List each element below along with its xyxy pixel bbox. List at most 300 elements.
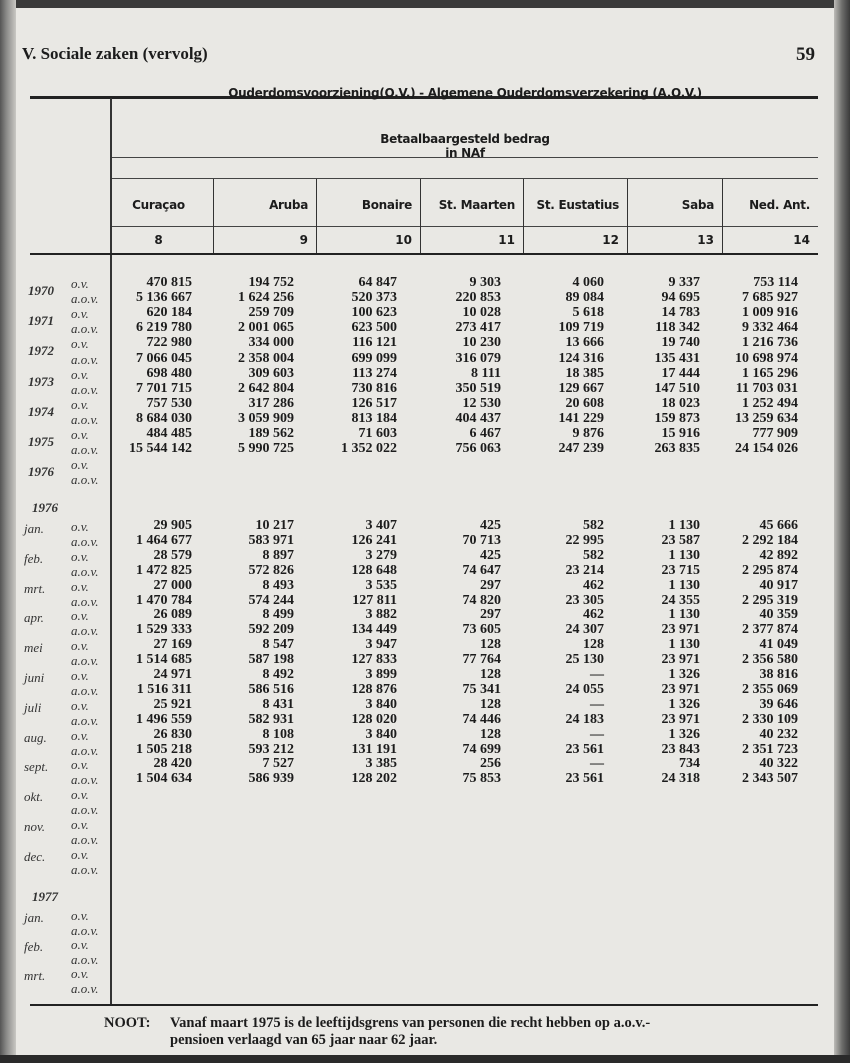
table-cell: 3 407	[365, 518, 397, 533]
column-number: 9	[299, 233, 308, 247]
table-cell: 19 740	[661, 335, 700, 351]
table-cell: 583 971	[248, 532, 294, 548]
table-cell: 25 130	[565, 652, 604, 668]
table-cell: 259 709	[248, 305, 294, 321]
page-number: 59	[796, 44, 815, 65]
row-month-label: nov.	[24, 819, 46, 834]
table-cell: 8 897	[262, 547, 294, 563]
row-type-label: a.o.v.	[71, 351, 99, 367]
table-cell: 586 516	[248, 681, 294, 697]
table-cell: 1 130	[668, 607, 700, 623]
table-cell: 20 608	[565, 395, 604, 411]
table-cell: 582	[583, 547, 604, 563]
column-header: Aruba	[269, 198, 308, 212]
table-cell: 13 666	[565, 335, 604, 351]
table-cell: 462	[583, 607, 604, 623]
table-cell: 70 713	[462, 532, 501, 548]
row-type-label: o.v.	[71, 306, 89, 322]
subtitle-line-2: in NAf	[445, 146, 485, 160]
table-cell: 5 618	[572, 305, 604, 321]
table-cell: 9 332 464	[742, 320, 798, 336]
row-year-label: 1976	[28, 464, 54, 480]
table-cell: 7 701 715	[136, 380, 192, 396]
note-line-2: pensioen verlaagd van 65 jaar naar 62 jaar.	[170, 1032, 438, 1048]
row-month-label: apr.	[24, 610, 44, 626]
table-cell: 2 330 109	[742, 711, 798, 727]
table-cell: 1 326	[668, 667, 700, 682]
table-cell: 470 815	[146, 275, 192, 290]
table-cell: 27 000	[153, 577, 192, 593]
table-cell: 404 437	[455, 410, 501, 426]
table-cell: 129 667	[558, 380, 604, 396]
row-type-label: a.o.v.	[71, 772, 99, 788]
table-cell: 10 028	[462, 305, 501, 321]
note-label: NOOT:	[104, 1015, 151, 1031]
table-cell: 317 286	[248, 395, 294, 411]
table-cell: 309 603	[248, 365, 294, 381]
table-cell: 9 303	[469, 275, 501, 290]
table-cell: 39 646	[759, 696, 798, 712]
table-cell: 3 279	[365, 547, 397, 563]
table-cell: 582	[583, 518, 604, 533]
table-cell: 587 198	[248, 652, 294, 668]
table-cell: —	[590, 667, 604, 682]
table-cell: 15 916	[661, 426, 700, 441]
table-cell: 7 685 927	[742, 290, 798, 306]
column-number: 10	[395, 233, 412, 247]
table-cell: 6 467	[469, 426, 501, 441]
table-cell: 141 229	[558, 410, 604, 426]
table-cell: 3 535	[365, 577, 397, 593]
column-number: 12	[602, 233, 619, 247]
scan-top-edge	[0, 0, 850, 8]
table-cell: 24 318	[661, 771, 700, 787]
table-cell: 1 470 784	[136, 592, 192, 608]
table-cell: 3 840	[365, 726, 397, 742]
table-cell: 7 066 045	[136, 350, 192, 366]
table-cell: 9 337	[668, 275, 700, 290]
row-type-label: a.o.v.	[71, 623, 99, 639]
table-cell: 586 939	[248, 771, 294, 787]
table-cell: 5 990 725	[238, 441, 294, 457]
table-cell: 23 305	[565, 592, 604, 608]
table-cell: 41 049	[759, 637, 798, 653]
table-cell: 3 385	[365, 756, 397, 772]
table-cell: 17 444	[661, 365, 700, 381]
table-cell: 73 605	[462, 622, 501, 638]
row-month-label: okt.	[24, 789, 44, 805]
table-cell: 1 326	[668, 726, 700, 742]
row-type-label: o.v.	[71, 427, 89, 442]
table-cell: 10 698 974	[735, 350, 798, 366]
row-year-label: 1974	[28, 403, 54, 419]
table-cell: 753 114	[753, 275, 798, 290]
row-month-label: mei	[24, 640, 43, 656]
section-title: V. Sociale zaken (vervolg)	[22, 44, 208, 63]
table-cell: 2 295 319	[742, 592, 798, 608]
table-cell: 734	[679, 756, 700, 772]
row-year-label: 1970	[28, 283, 54, 298]
table-cell: 40 359	[759, 607, 798, 623]
column-header: Curaçao	[132, 198, 185, 212]
table-cell: 135 431	[654, 350, 700, 366]
table-cell: 74 446	[462, 711, 501, 727]
table-cell: 25 921	[153, 696, 192, 712]
row-type-label: o.v.	[71, 937, 89, 953]
column-header: Bonaire	[361, 198, 412, 212]
table-cell: 273 417	[455, 320, 501, 336]
table-cell: 1 624 256	[238, 290, 294, 306]
table-cell: 12 530	[462, 395, 501, 411]
table-cell: 18 385	[565, 365, 604, 381]
row-month-label: mrt.	[24, 580, 46, 596]
table-cell: 2 377 874	[742, 622, 798, 638]
table-cell: 3 899	[365, 667, 397, 682]
table-cell: 1 472 825	[136, 562, 192, 578]
table-cell: 147 510	[654, 380, 700, 396]
table-cell: 2 351 723	[742, 741, 798, 757]
table-cell: 24 154 026	[735, 441, 798, 457]
table-cell: 572 826	[248, 562, 294, 578]
table-cell: 1 216 736	[742, 335, 798, 351]
table-cell: 23 843	[661, 741, 700, 757]
table-cell: 11 703 031	[735, 380, 798, 396]
book-binding-left	[0, 0, 16, 1063]
row-year-label: 1971	[28, 313, 54, 329]
row-type-label: o.v.	[71, 336, 89, 352]
table-cell: 2 295 874	[742, 562, 798, 578]
table-cell: 1 504 634	[136, 771, 192, 787]
table-cell: 623 500	[351, 320, 397, 336]
table-cell: 1 326	[668, 696, 700, 712]
table-cell: 350 519	[455, 380, 501, 396]
table-cell: 1 464 677	[136, 532, 192, 548]
table-cell: 64 847	[358, 275, 397, 290]
table-cell: 116 121	[352, 335, 397, 351]
table-cell: 128 648	[351, 562, 397, 578]
table-cell: 118 342	[655, 320, 700, 336]
table-cell: 757 530	[146, 395, 192, 411]
table-cell: 128	[480, 667, 501, 682]
column-number: 13	[697, 233, 714, 247]
table-cell: 2 001 065	[238, 320, 294, 336]
row-type-label: o.v.	[71, 548, 89, 564]
table-cell: 128	[480, 696, 501, 712]
row-type-label: a.o.v.	[71, 442, 99, 458]
row-type-label: a.o.v.	[71, 712, 99, 728]
table-cell: 38 816	[759, 667, 798, 682]
table-cell: 8 547	[262, 637, 294, 653]
row-type-label: o.v.	[71, 457, 89, 473]
table-cell: 1 165 296	[742, 365, 798, 381]
row-type-label: a.o.v.	[71, 472, 99, 488]
row-type-label: o.v.	[71, 668, 89, 683]
table-cell: 425	[480, 518, 501, 533]
table-cell: 1 130	[668, 577, 700, 593]
row-year-label: 1973	[28, 373, 54, 389]
table-cell: 42 892	[759, 547, 798, 563]
table-cell: 28 579	[153, 547, 192, 563]
table-cell: 94 695	[661, 290, 700, 306]
table-cell: 462	[583, 577, 604, 593]
table-cell: 4 060	[572, 275, 604, 290]
row-type-label: a.o.v.	[71, 533, 99, 549]
table-cell: 127 811	[352, 592, 397, 608]
row-type-label: a.o.v.	[71, 802, 99, 818]
column-header: St. Maarten	[438, 198, 515, 212]
table-cell: 777 909	[752, 426, 798, 441]
row-type-label: o.v.	[71, 817, 89, 832]
column-header: Saba	[681, 198, 714, 212]
table-cell: 194 752	[248, 275, 294, 290]
table-cell: 3 947	[365, 637, 397, 653]
table-cell: 127 833	[351, 652, 397, 668]
table-cell: 40 232	[759, 726, 798, 742]
table-cell: 8 499	[262, 607, 294, 623]
table-cell: 10 217	[255, 518, 294, 533]
row-month-label: sept.	[24, 759, 49, 775]
table-cell: 1 130	[668, 637, 700, 653]
table-cell: 3 840	[365, 696, 397, 712]
row-type-label: o.v.	[71, 846, 89, 862]
year-heading: 1977	[32, 889, 58, 904]
table-cell: —	[590, 756, 604, 772]
table-cell: 28 420	[153, 756, 192, 772]
table-cell: 8 108	[262, 726, 294, 742]
table-bottom-rule	[30, 1004, 818, 1006]
table-cell: 756 063	[455, 441, 501, 457]
note-line-1: Vanaf maart 1975 is de leeftijdsgrens van personen die recht hebben op a.o.v.-	[170, 1015, 651, 1031]
table-cell: 23 971	[661, 681, 700, 697]
row-type-label: a.o.v.	[71, 653, 99, 669]
table-cell: 128 202	[351, 771, 397, 787]
table-cell: 8 431	[262, 696, 294, 712]
column-number: 14	[793, 233, 810, 247]
column-header: St. Eustatius	[536, 198, 619, 212]
row-type-label: o.v.	[71, 276, 89, 291]
subtitle-line-1: Betaalbaargesteld bedrag	[380, 132, 550, 146]
table-cell: 24 183	[565, 711, 604, 727]
table-cell: 1 516 311	[136, 681, 192, 697]
table-cell: 128	[583, 637, 604, 653]
table-cell: 89 084	[565, 290, 604, 306]
table-cell: 574 244	[248, 592, 294, 608]
table-cell: 8 492	[262, 667, 294, 682]
table-cell: 23 715	[661, 562, 700, 578]
row-type-label: a.o.v.	[71, 411, 99, 427]
row-type-label: a.o.v.	[71, 831, 99, 847]
table-cell: 15 544 142	[129, 441, 192, 457]
table-cell: 698 480	[146, 365, 192, 381]
row-type-label: o.v.	[71, 638, 89, 654]
table-cell: 71 603	[358, 426, 397, 441]
table-cell: 1 505 218	[136, 741, 192, 757]
table-cell: 23 587	[661, 532, 700, 548]
table-cell: 74 699	[462, 741, 501, 757]
row-type-label: o.v.	[71, 608, 89, 624]
table-cell: 1 252 494	[742, 395, 798, 411]
scan-bottom-edge	[0, 1055, 850, 1063]
book-binding-right	[834, 0, 850, 1063]
table-cell: 40 322	[759, 756, 798, 772]
row-type-label: a.o.v.	[71, 742, 99, 758]
table-cell: 159 873	[654, 410, 700, 426]
table-cell: 27 169	[153, 637, 192, 653]
row-type-label: o.v.	[71, 787, 89, 803]
row-month-label: mrt.	[24, 968, 46, 984]
table-cell: 334 000	[248, 335, 294, 351]
table-cell: 75 853	[462, 771, 501, 787]
row-type-label: o.v.	[71, 697, 89, 713]
row-month-label: feb.	[24, 550, 44, 566]
table-cell: —	[590, 696, 604, 712]
row-type-label: o.v.	[71, 727, 89, 743]
table-cell: 2 642 804	[238, 380, 294, 396]
table-cell: 23 561	[565, 771, 604, 787]
table-cell: 24 971	[153, 667, 192, 682]
table-cell: 699 099	[351, 350, 397, 366]
table-cell: 2 292 184	[742, 532, 798, 548]
table-cell: 128 020	[351, 711, 397, 727]
table-cell: 128 876	[351, 681, 397, 697]
table-cell: 425	[480, 547, 501, 563]
table-cell: 256	[480, 756, 501, 772]
table-cell: —	[590, 726, 604, 742]
table-cell: 2 343 507	[742, 771, 798, 787]
table-cell: 40 917	[759, 577, 798, 593]
table-cell: 23 214	[565, 562, 604, 578]
table-cell: 7 527	[262, 756, 294, 772]
row-type-label: a.o.v.	[71, 291, 99, 307]
table-cell: 74 820	[462, 592, 501, 608]
row-month-label: feb.	[24, 939, 44, 955]
row-type-label: o.v.	[71, 396, 89, 412]
table-cell: 24 055	[565, 681, 604, 697]
table-cell: 1 496 559	[136, 711, 192, 727]
row-type-label: a.o.v.	[71, 593, 99, 609]
row-month-label: juni	[24, 670, 45, 685]
table-cell: 3 059 909	[238, 410, 294, 426]
table-cell: 247 239	[558, 441, 604, 457]
table-title: Ouderdomsvoorziening(O.V.) - Algemene Ouderdomsverzekering (A.O.V.)	[228, 86, 702, 100]
table-cell: 23 561	[565, 741, 604, 757]
table-cell: 1 009 916	[742, 305, 798, 321]
row-month-label: dec.	[24, 848, 46, 864]
table-cell: 75 341	[462, 681, 501, 697]
table-cell: 730 816	[351, 380, 397, 396]
row-type-label: a.o.v.	[71, 381, 99, 397]
table-cell: 1 514 685	[136, 652, 192, 668]
table-cell: 24 307	[565, 622, 604, 638]
column-number: 8	[154, 233, 163, 247]
table-cell: 3 882	[365, 607, 397, 623]
row-month-label: jan.	[24, 521, 44, 536]
table-cell: 24 355	[661, 592, 700, 608]
table-cell: 722 980	[146, 335, 192, 351]
table-cell: 9 876	[572, 426, 604, 441]
table-cell: 1 130	[668, 547, 700, 563]
table-cell: 22 995	[565, 532, 604, 548]
table-cell: 128	[480, 637, 501, 653]
table-cell: 484 485	[146, 426, 192, 441]
table-subtitle	[112, 132, 818, 160]
table-cell: 23 971	[661, 652, 700, 668]
row-type-label: o.v.	[71, 908, 89, 923]
table-cell: 620 184	[146, 305, 192, 321]
table-cell: 593 212	[248, 741, 294, 757]
table-cell: 592 209	[248, 622, 294, 638]
table-cell: 1 352 022	[341, 441, 397, 457]
table-cell: 113 274	[352, 365, 397, 381]
table-cell: 263 835	[654, 441, 700, 457]
table-cell: 582 931	[248, 711, 294, 727]
table-cell: 109 719	[558, 320, 604, 336]
table-cell: 74 647	[462, 562, 501, 578]
year-heading: 1976	[32, 500, 58, 515]
table-cell: 26 089	[153, 607, 192, 623]
table-cell: 5 136 667	[136, 290, 192, 306]
row-type-label: o.v.	[71, 578, 89, 594]
table-cell: 14 783	[661, 305, 700, 321]
header-bottom-rule	[30, 253, 818, 255]
column-number: 11	[498, 233, 515, 247]
table-cell: 23 971	[661, 622, 700, 638]
row-month-label: aug.	[24, 729, 47, 745]
table-cell: 6 219 780	[136, 320, 192, 336]
table-cell: 2 356 580	[742, 652, 798, 668]
table-cell: 520 373	[351, 290, 397, 306]
table-cell: 1 529 333	[136, 622, 192, 638]
row-type-label: o.v.	[71, 757, 89, 773]
row-type-label: a.o.v.	[71, 682, 99, 698]
table-cell: 100 623	[351, 305, 397, 321]
row-type-label: a.o.v.	[71, 951, 99, 967]
row-month-label: jan.	[24, 910, 44, 925]
table-cell: 128	[480, 726, 501, 742]
table-cell: 297	[480, 607, 501, 623]
row-type-label: a.o.v.	[71, 861, 99, 877]
table-cell: 2 358 004	[238, 350, 294, 366]
table-cell: 124 316	[558, 350, 604, 366]
row-type-label: a.o.v.	[71, 321, 99, 337]
table-cell: 18 023	[661, 395, 700, 411]
table-cell: 23 971	[661, 711, 700, 727]
row-year-label: 1975	[28, 434, 54, 449]
table-cell: 126 241	[351, 532, 397, 548]
table-cell: 2 355 069	[742, 681, 798, 697]
subheader-rule	[112, 178, 818, 179]
table-cell: 10 230	[462, 335, 501, 351]
table-cell: 29 905	[153, 518, 192, 533]
column-header: Ned. Ant.	[749, 198, 810, 212]
table-cell: 8 684 030	[136, 410, 192, 426]
row-month-label: juli	[24, 699, 42, 715]
table-cell: 220 853	[455, 290, 501, 306]
table-cell: 8 111	[471, 365, 501, 381]
table-cell: 45 666	[759, 518, 798, 533]
row-year-label: 1972	[28, 343, 54, 359]
row-type-label: a.o.v.	[71, 922, 99, 938]
table-cell: 13 259 634	[735, 410, 798, 426]
row-type-label: o.v.	[71, 366, 89, 382]
row-type-label: a.o.v.	[71, 981, 99, 996]
table-cell: 189 562	[248, 426, 294, 441]
table-cell: 131 191	[351, 741, 397, 757]
table-cell: 813 184	[351, 410, 397, 426]
table-cell: 26 830	[153, 726, 192, 742]
row-type-label: a.o.v.	[71, 563, 99, 579]
table-cell: 1 130	[668, 518, 700, 533]
